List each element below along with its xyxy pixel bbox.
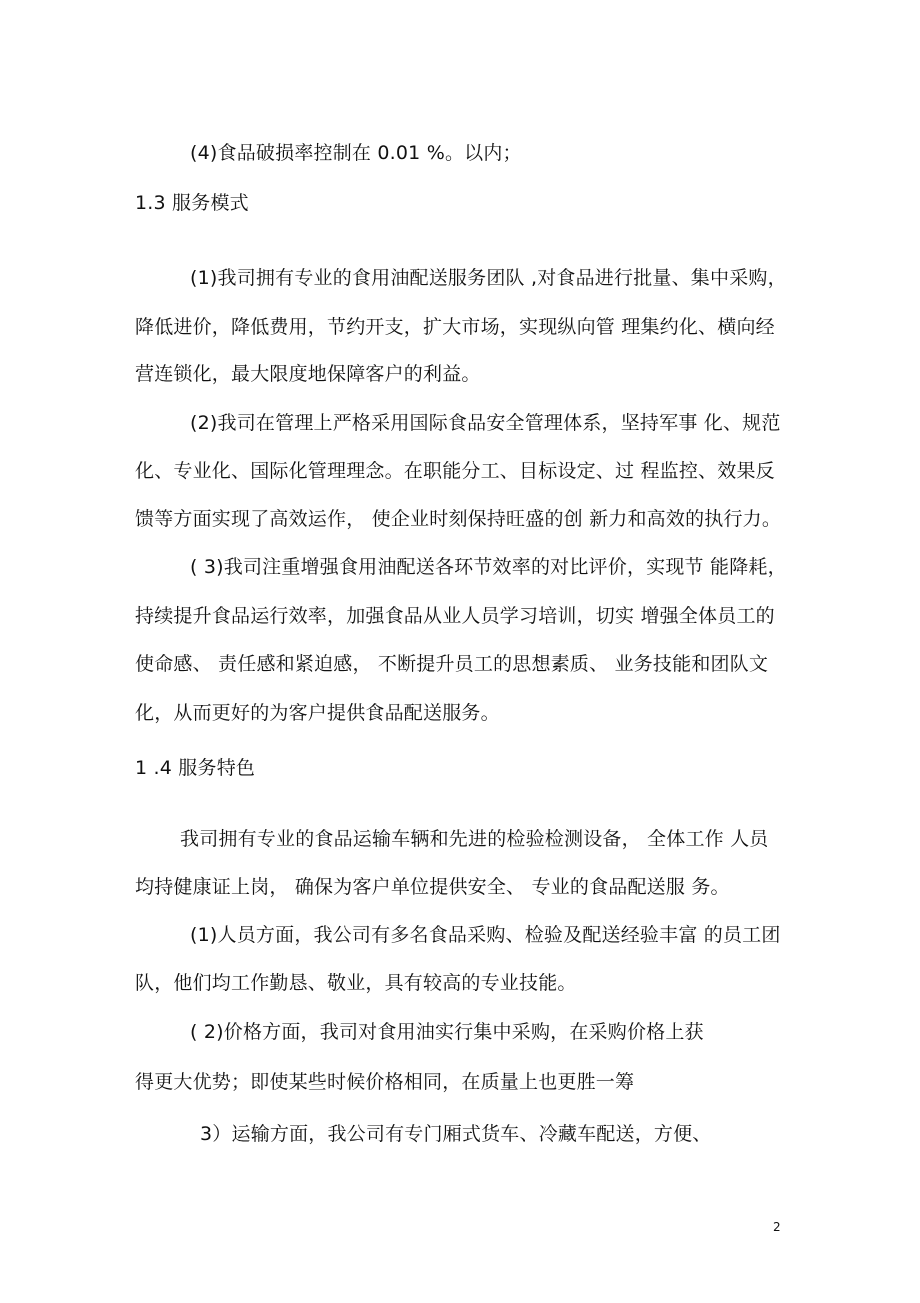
- paragraph-line: 化、专业化、国际化管理理念。在职能分工、目标设定、过 程监控、效果反: [135, 460, 775, 482]
- page-number: 2: [773, 1220, 781, 1234]
- paragraph-line: (1)我司拥有专业的食用油配送服务团队 ,对食品进行批量、集中采购，: [190, 267, 787, 289]
- paragraph-line: 我司拥有专业的食品运输车辆和先进的检验检测设备， 全体工作 人员: [180, 828, 769, 850]
- paragraph-line: 降低进价，降低费用，节约开支，扩大市场，实现纵向管 理集约化、横向经: [135, 316, 775, 338]
- list-item-4: (4)食品破损率控制在 0.01 %。以内；: [190, 142, 522, 164]
- list-item-transport: 3）运输方面，我公司有专门厢式货车、冷藏车配送，方便、: [200, 1123, 712, 1145]
- paragraph-line: 使命感、 责任感和紧迫感， 不断提升员工的思想素质、 业务技能和团队文: [135, 653, 769, 675]
- section-heading-1-3: 1.3 服务模式: [135, 192, 249, 214]
- paragraph-line: ( 3)我司注重增强食用油配送各环节效率的对比评价，实现节 能降耗，: [190, 556, 787, 578]
- paragraph-line: 化，从而更好的为客户提供食品配送服务。: [135, 702, 500, 724]
- paragraph-line: 营连锁化，最大限度地保障客户的利益。: [135, 363, 481, 385]
- paragraph-line: 馈等方面实现了高效运作， 使企业时刻保持旺盛的创 新力和高效的执行力。: [135, 508, 782, 530]
- paragraph-line: 持续提升食品运行效率，加强食品从业人员学习培训，切实 增强全体员工的: [135, 605, 775, 627]
- paragraph-line: 均持健康证上岗， 确保为客户单位提供安全、 专业的食品配送服 务。: [135, 876, 730, 898]
- paragraph-line: (1)人员方面，我公司有多名食品采购、检验及配送经验丰富 的员工团: [190, 924, 781, 946]
- paragraph-line: 队，他们均工作勤恳、敬业，具有较高的专业技能。: [135, 972, 577, 994]
- paragraph-line: (2)我司在管理上严格采用国际食品安全管理体系，坚持军事 化、规范: [190, 412, 781, 434]
- paragraph-line: ( 2)价格方面，我司对食用油实行集中采购，在采购价格上获: [190, 1021, 704, 1043]
- section-heading-1-4: 1 .4 服务特色: [135, 757, 256, 779]
- paragraph-line: 得更大优势；即使某些时候价格相同，在质量上也更胜一筹: [135, 1071, 635, 1093]
